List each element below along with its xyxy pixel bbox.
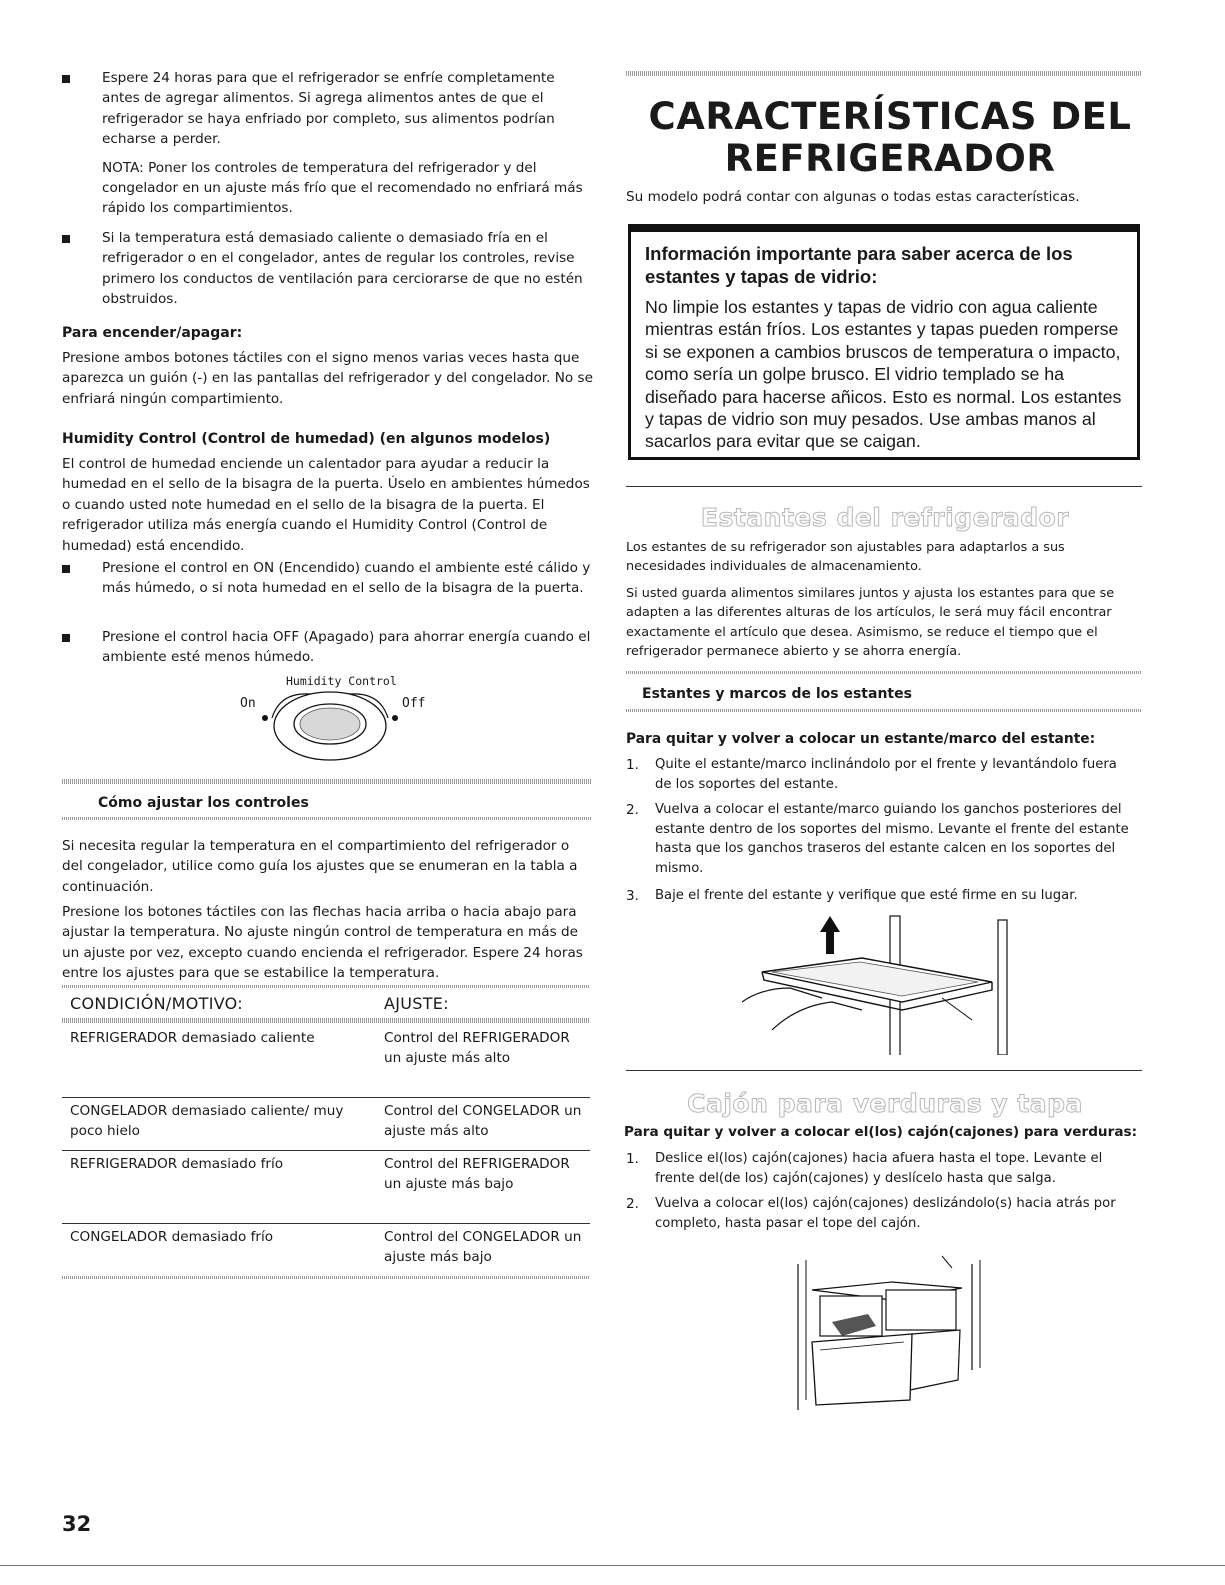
section-rule	[626, 1070, 1142, 1071]
onoff-text: Presione ambos botones táctiles con el signo menos varias veces hasta que aparezca un guión (-) en las pantallas del refrigerador y del congelador. No se enfriará ningún compartimiento.	[62, 350, 593, 407]
bullet-square	[62, 75, 70, 83]
crisper-step-2: Vuelva a colocar el(los) cajón(cajones) deslizándolo(s) hacia atrás por completo, hasta pasar el tope del cajón.	[655, 1196, 1116, 1231]
divider	[62, 779, 592, 784]
shelves-paragraph-2: Si usted guarda alimentos similares juntos y ajusta los estantes para que se adapten a las diferentes alturas de los artículos, le será muy fácil encontrar exactamente el artículo que desea. Asimismo, se reduce el tiempo que el refrigerador permanece abierto y se ahorra energía.	[626, 586, 1115, 660]
glass-warning-box	[628, 224, 1140, 460]
table-header-adjust: AJUSTE:	[384, 994, 449, 1013]
crisper-section-title: Cajón para verduras y tapa	[687, 1089, 1083, 1118]
table-bottom-rule	[62, 1276, 590, 1279]
section-rule	[626, 486, 1142, 487]
onoff-heading: Para encender/apagar:	[62, 325, 243, 341]
adjust-paragraph-1: Si necesita regular la temperatura en el compartimiento del refrigerador o del congelador, utilice como guía los ajustes que se enumeran en la tabla a continuación.	[62, 838, 578, 895]
adjust-heading: Cómo ajustar los controles	[98, 795, 309, 811]
step-number: 1.	[626, 757, 639, 773]
humidity-heading: Humidity Control (Control de humedad) (en algunos modelos)	[62, 431, 551, 447]
table-header-rule	[62, 1018, 590, 1023]
humidity-dial-icon	[230, 684, 430, 764]
divider	[626, 709, 1142, 712]
step-number: 3.	[626, 888, 639, 904]
page-bottom-edge	[0, 1565, 1225, 1566]
crisper-step-1: Deslice el(los) cajón(cajones) hacia afuera hasta el tope. Levante el frente del(de los) cajón(cajones) y deslícelo hasta que salga.	[655, 1151, 1103, 1186]
frames-heading: Estantes y marcos de los estantes	[642, 686, 912, 702]
table-row-rule	[62, 1150, 590, 1151]
shelves-paragraph-1: Los estantes de su refrigerador son ajustables para adaptarlos a sus necesidades individuales de almacenamiento.	[626, 540, 1065, 575]
crisper-removal-illustration	[792, 1250, 992, 1415]
warning-heading: Información importante para saber acerca de los estantes y tapas de vidrio:	[645, 243, 1073, 287]
humidity-control-illustration	[230, 674, 430, 764]
bullet-square	[62, 634, 70, 642]
crisper-subheading: Para quitar y volver a colocar el(los) cajón(cajones) para verduras:	[624, 1124, 1138, 1140]
warning-body: No limpie los estantes y tapas de vidrio con agua caliente mientras están fríos. Los estantes y tapas pueden romperse si se exponen a cambios bruscos de temperatura o impacto, como sería un golpe brusco. El vidrio templado se ha diseñado para hacerse añicos. Esto es normal. Los estantes y tapas de vidrio son muy pesados. Use ambas manos al sacarlos para evitar que se caigan.	[645, 297, 1122, 452]
frames-step-2: Vuelva a colocar el estante/marco guiando los ganchos posteriores del estante dentro de los soportes del mismo. Levante el frente del estante hasta que los ganchos traseros del estante calcen en los soportes del mismo.	[655, 802, 1129, 876]
adjust-paragraph-2: Presione los botones táctiles con las flechas hacia arriba o hacia abajo para ajustar la temperatura. No ajuste ningún control de temperatura en más de un ajuste por vez, excepto cuando encienda el refrigerador. Espere 24 horas entre los ajustes para que se estabilice la temperatura.	[62, 904, 583, 982]
table-top-rule	[62, 985, 590, 988]
bullet-wait-24h: Espere 24 horas para que el refrigerador se enfríe completamente antes de agregar alimentos. Si agrega alimentos antes de que el refrigerador se haya enfriado por completo, sus alimentos podrían echarse a perder. NOTA: Poner los controles de temperatura del refrigerador y del congelador en un ajuste más frío que el recomendado no enfriará más rápido los compartimientos.	[62, 68, 594, 219]
bullet-check-vents: Si la temperatura está demasiado caliente o demasiado fría en el refrigerador o en el congelador, antes de regular los controles, revise primero los conductos de ventilación para cerciorarse de que no estén obstruidos.	[62, 228, 594, 310]
page-title-line-1: CARACTERÍSTICAS DEL	[648, 95, 1132, 138]
table-row-rule	[62, 1223, 590, 1224]
humidity-off-label: Off	[402, 696, 426, 711]
humidity-bullet-on: Presione el control en ON (Encendido) cuando el ambiente esté cálido y más húmedo, o si nota humedad en el sello de la bisagra de la puerta.	[62, 558, 594, 599]
title-top-rule	[626, 71, 1142, 76]
step-number: 2.	[626, 1196, 639, 1212]
step-number: 2.	[626, 802, 639, 818]
table-row-rule	[62, 1097, 590, 1098]
frames-subheading: Para quitar y volver a colocar un estante/marco del estante:	[626, 731, 1096, 747]
bullet-square	[62, 235, 70, 243]
humidity-on-label: On	[240, 696, 256, 711]
page-title-line-2: REFRIGERADOR	[724, 137, 1056, 180]
bullet-square	[62, 565, 70, 573]
intro-text: Su modelo podrá contar con algunas o todas estas características.	[626, 189, 1080, 205]
shelf-removal-illustration	[742, 910, 1032, 1055]
frames-step-3: Baje el frente del estante y verifique que esté firme en su lugar.	[655, 888, 1078, 903]
humidity-control-label: Humidity Control	[286, 674, 397, 688]
humidity-text: El control de humedad enciende un calentador para ayudar a reducir la humedad en el sello de la bisagra de la puerta. Úselo en ambientes húmedos o cuando usted note humedad en el sello de la bisagra de la puerta. El refrigerador utiliza más energía cuando el Humidity Control (Control de humedad) está encendido.	[62, 456, 590, 554]
step-number: 1.	[626, 1151, 639, 1167]
frames-step-1: Quite el estante/marco inclinándolo por el frente y levantándolo fuera de los soportes del estante.	[655, 757, 1117, 792]
shelves-section-title: Estantes del refrigerador	[700, 503, 1070, 532]
table-header-condition: CONDICIÓN/MOTIVO:	[70, 994, 243, 1013]
note-paragraph: NOTA: Poner los controles de temperatura del refrigerador y del congelador en un ajuste más frío que el recomendado no enfriará más rápido los compartimientos.	[102, 159, 583, 217]
humidity-bullet-off: Presione el control hacia OFF (Apagado) para ahorrar energía cuando el ambiente esté menos húmedo.	[62, 627, 594, 668]
page-number: 32	[62, 1512, 92, 1536]
divider	[62, 817, 592, 820]
divider	[626, 671, 1142, 674]
